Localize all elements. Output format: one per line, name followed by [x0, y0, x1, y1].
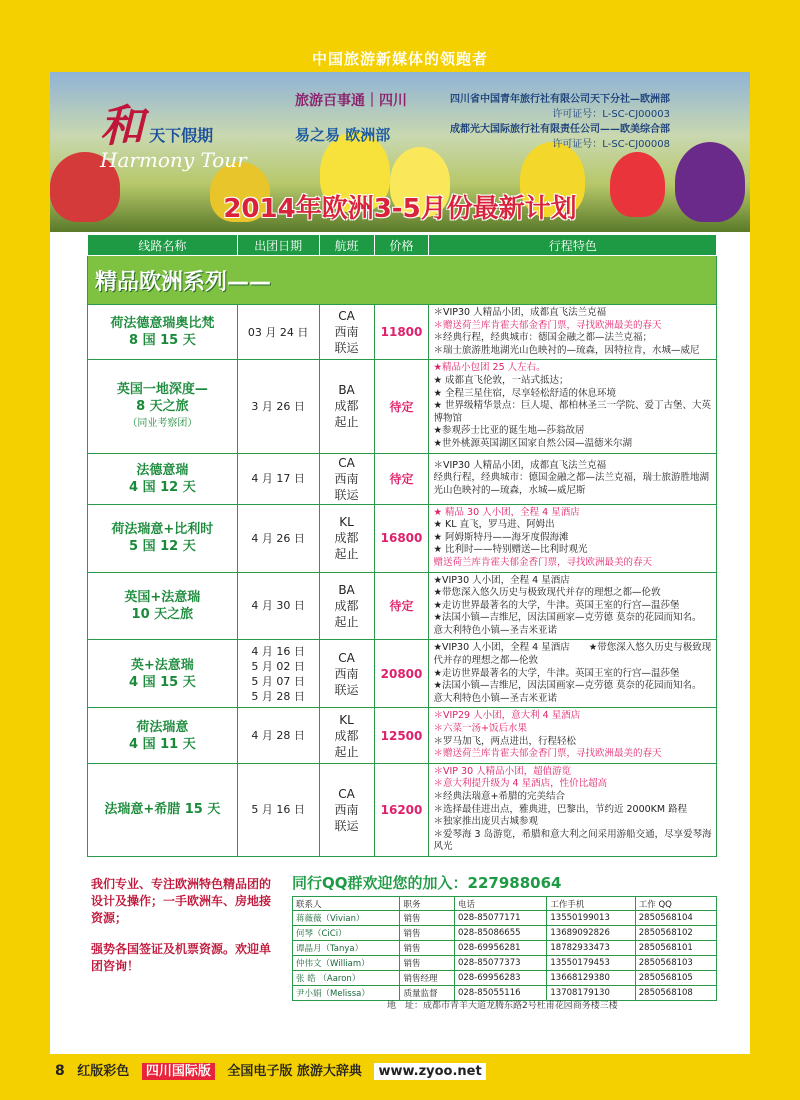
contact-cell: 何琴（CiCi）	[293, 926, 400, 941]
tour-date: 5 月 07 日	[251, 674, 305, 688]
flight-cell	[319, 504, 374, 572]
feature-line: ★ 比利时——特别赠送—比利时观光	[433, 544, 588, 556]
feature-line: ★精品小包团 25 人左右。	[433, 362, 546, 374]
contact-cell: 2850568103	[635, 956, 716, 971]
date-cell	[237, 572, 319, 640]
route-duration: 5 国 12 天	[129, 539, 196, 555]
flight-cell	[319, 360, 374, 453]
route-name: 英+法意瑞	[130, 657, 194, 673]
route-cell	[88, 572, 238, 640]
contact-cell: 028-85055116	[454, 986, 546, 1001]
contact-col-header: 电话	[454, 897, 546, 911]
contact-cell: 13708179130	[547, 986, 635, 1001]
feature-line: ★参观莎士比亚的诞生地—莎翁故居	[433, 425, 585, 437]
col-date: 出团日期	[237, 235, 319, 256]
contact-table	[292, 896, 717, 1001]
feature-line: ★ 成都直飞伦敦，一站式抵达；	[433, 374, 569, 386]
features-cell	[429, 640, 717, 708]
contact-cell: 质量监督	[400, 986, 455, 1001]
route-duration: 4 国 11 天	[129, 736, 196, 752]
company-2-name: 成都光大国际旅行社有限责任公司——欧美综合部	[450, 124, 670, 135]
tour-date: 4 月 28 日	[251, 729, 305, 743]
flight-line2: 西南	[334, 325, 359, 340]
col-price: 价格	[374, 235, 429, 256]
feature-line: ＊爱琴海 3 岛游览，希腊和意大利之间采用游船交通，尽享爱琴海风光	[433, 828, 712, 853]
contact-cell: 028-69956281	[454, 941, 546, 956]
route-cell	[88, 640, 238, 708]
series-row	[88, 256, 717, 305]
features-cell	[429, 453, 717, 504]
feature-line: ＊VIP29 人小团，意大利 4 星酒店	[433, 710, 581, 722]
feature-line: ＊独家推出庞贝古城参观	[433, 816, 538, 828]
company-2	[450, 120, 670, 150]
feature-line: ★法国小镇—吉维尼，因法国画家—克劳德 莫奈的花园而知名。	[433, 680, 702, 692]
contact-row	[293, 956, 717, 971]
route-cell	[88, 360, 238, 453]
qq-group: 同行QQ群欢迎您的加入：227988064	[292, 874, 562, 892]
features-cell	[429, 504, 717, 572]
footer-intro	[91, 876, 281, 975]
price-cell: 待定	[374, 360, 429, 453]
flight-code: CA	[338, 650, 355, 665]
tour-date: 5 月 28 日	[251, 689, 305, 703]
date-cell	[237, 504, 319, 572]
price-cell: 12500	[374, 708, 429, 763]
route-cell	[88, 453, 238, 504]
contact-cell: 仲伟文（William）	[293, 956, 400, 971]
footer-area	[87, 870, 717, 1050]
feature-line: ★ 精品 30 人小团，全程 4 星酒店	[433, 506, 580, 518]
route-name: 荷法德意瑞奥比梵	[110, 316, 215, 332]
features-cell	[429, 305, 717, 360]
flight-line3: 联运	[334, 682, 359, 697]
table-row	[88, 640, 717, 708]
feature-line: ＊罗马加飞，两点进出，行程轻松	[433, 735, 576, 747]
flight-line3: 起止	[334, 614, 359, 629]
bottom-t1: 红版彩色	[77, 1064, 130, 1079]
flight-line2: 成都	[334, 728, 359, 743]
flight-code: BA	[338, 383, 355, 398]
brand-baishitong: 旅游百事通｜四川	[295, 93, 407, 109]
route-name: 法德意瑞	[136, 462, 189, 478]
tour-date: 4 月 17 日	[251, 472, 305, 486]
flight-line3: 联运	[334, 341, 359, 356]
route-name: 荷法瑞意+比利时	[111, 522, 214, 538]
feature-line: ★VIP30 人小团，全程 4 星酒店	[433, 574, 570, 586]
flight-line3: 联运	[334, 487, 359, 502]
contact-col-header: 工作手机	[547, 897, 635, 911]
footer-intro-1: 我们专业、专注欧洲特色精品团的设计及操作；一手欧洲车、房地接资源；	[91, 877, 272, 925]
flight-line2: 西南	[334, 802, 359, 817]
features-cell	[429, 708, 717, 763]
contact-col-header: 工作 QQ	[635, 897, 716, 911]
feature-line: ★世外桃源英国湖区国家自然公园—温德米尔湖	[433, 437, 633, 449]
table-row	[88, 708, 717, 763]
flight-cell	[319, 572, 374, 640]
flight-line3: 起止	[334, 547, 359, 562]
top-band	[0, 0, 800, 70]
website-link[interactable]: www.zyoo.net	[374, 1063, 485, 1080]
features-cell	[429, 763, 717, 856]
flight-line3: 联运	[334, 818, 359, 833]
company-1	[450, 90, 670, 120]
flight-cell	[319, 640, 374, 708]
contact-cell: 谭晶月（Tanya）	[293, 941, 400, 956]
flight-cell	[319, 305, 374, 360]
contact-col-header: 联系人	[293, 897, 400, 911]
logo-english: Harmony Tour	[100, 148, 247, 172]
table-header	[88, 235, 717, 256]
price-cell: 16800	[374, 504, 429, 572]
route-cell	[88, 763, 238, 856]
bottom-bar	[55, 1060, 755, 1084]
contact-cell: 13550199013	[547, 911, 635, 926]
contact-col-header: 职务	[400, 897, 455, 911]
route-name: 英国一地深度—	[116, 381, 208, 397]
harmony-tour-logo	[100, 90, 247, 172]
feature-line: 经典行程，经典城市：德国金融之都—法兰克福，瑞士旅游胜地湖光山色映衬的—琉森，水城—威尼斯	[433, 472, 709, 496]
route-duration: 8 国 15 天	[129, 333, 196, 349]
route-duration: 4 国 12 天	[129, 479, 196, 495]
flight-cell	[319, 763, 374, 856]
flight-code: CA	[338, 786, 355, 801]
feature-line: ★ 世界级精华景点：巨人堤、都柏林圣三一学院、爱丁古堡、大英博物馆	[433, 400, 712, 424]
contact-cell: 2850568102	[635, 926, 716, 941]
date-cell	[237, 305, 319, 360]
contact-cell: 蒋薇薇（Vivian）	[293, 911, 400, 926]
page-sheet	[50, 72, 750, 1054]
feature-line: ＊VIP 30 人精品小团，超值游览	[433, 765, 572, 777]
route-note: （同业考察团）	[127, 417, 198, 429]
bottom-t2: 四川国际版	[142, 1063, 215, 1080]
page-number: 8	[55, 1063, 65, 1079]
feature-line: ＊经典行程，经典城市：德国金融之都—法兰克福；	[433, 332, 652, 344]
contact-cell: 13668129380	[547, 971, 635, 986]
feature-line: ＊赠送荷兰库肯霍夫郁金香门票，寻找欧洲最美的春天	[433, 319, 662, 331]
features-cell	[429, 360, 717, 453]
route-cell	[88, 708, 238, 763]
table-row	[88, 305, 717, 360]
headline: 2014年欧洲3-5月份最新计划	[223, 194, 577, 224]
feature-line: ＊意大利提升级为 4 星酒店，性价比超高	[433, 778, 608, 790]
brand-yizhiyi: 易之易 欧洲部	[295, 126, 391, 144]
route-cell	[88, 504, 238, 572]
route-cell	[88, 305, 238, 360]
feature-line: ★ KL 直飞，罗马进、阿姆出	[433, 519, 555, 531]
flight-code: KL	[339, 515, 354, 530]
feature-line: ＊经典法瑞意+希腊的完美结合	[433, 791, 565, 802]
flight-code: BA	[338, 582, 355, 597]
bottom-t3: 全国电子版 旅游大辞典	[227, 1064, 362, 1079]
flight-code: KL	[339, 712, 354, 727]
col-flight: 航班	[319, 235, 374, 256]
flight-line2: 成都	[334, 598, 359, 613]
contact-cell: 2850568101	[635, 941, 716, 956]
flight-cell	[319, 708, 374, 763]
tour-date: 4 月 16 日	[251, 644, 305, 658]
date-cell	[237, 763, 319, 856]
price-cell: 11800	[374, 305, 429, 360]
tour-date: 4 月 30 日	[251, 599, 305, 613]
col-features: 行程特色	[429, 235, 717, 256]
price-cell: 20800	[374, 640, 429, 708]
feature-line: ＊六菜一汤+饭后水果	[433, 723, 527, 735]
contact-cell: 13689092826	[547, 926, 635, 941]
flight-code: CA	[338, 455, 355, 470]
contact-cell: 13550179453	[547, 956, 635, 971]
tour-date: 4 月 26 日	[251, 531, 305, 545]
flight-line3: 起止	[334, 744, 359, 759]
contact-header-row	[293, 897, 717, 911]
table-row	[88, 763, 717, 856]
contact-cell: 18782933473	[547, 941, 635, 956]
col-route: 线路名称	[88, 235, 238, 256]
contact-cell: 2850568105	[635, 971, 716, 986]
contact-cell: 销售	[400, 911, 455, 926]
contact-row	[293, 926, 717, 941]
feature-line: ＊选择最佳进出点，雅典进，巴黎出，节约近 2000KM 路程	[433, 803, 688, 815]
table-row	[88, 360, 717, 453]
route-duration: 10 天之旅	[131, 606, 194, 622]
slogan: 中国旅游新媒体的领跑者	[311, 50, 488, 68]
date-cell	[237, 360, 319, 453]
tour-date: 5 月 16 日	[251, 803, 305, 817]
flight-line2: 西南	[334, 471, 359, 486]
route-name: 法瑞意+希腊 15 天	[104, 802, 221, 818]
flight-line2: 成都	[334, 399, 359, 414]
contact-cell: 销售经理	[400, 971, 455, 986]
contact-cell: 销售	[400, 926, 455, 941]
series-title: 精品欧洲系列——	[95, 269, 272, 295]
feature-line: 意大利特色小镇—圣吉米亚诺	[433, 692, 557, 704]
contact-row	[293, 911, 717, 926]
header-banner	[50, 72, 750, 232]
contact-cell: 028-85086655	[454, 926, 546, 941]
tour-date: 3 月 26 日	[251, 399, 305, 413]
contact-cell: 销售	[400, 956, 455, 971]
contact-cell: 028-85077373	[454, 956, 546, 971]
address: 地 址：成都市青羊大道龙腾东路2号杜甫花园商务楼三楼	[387, 1001, 618, 1011]
price-cell: 待定	[374, 453, 429, 504]
price-cell: 16200	[374, 763, 429, 856]
company-1-license: 许可证号：L-SC-CJ00003	[552, 109, 670, 120]
price-cell: 待定	[374, 572, 429, 640]
flight-line2: 西南	[334, 666, 359, 681]
feature-line: 意大利特色小镇—圣吉米亚诺	[433, 624, 557, 636]
feature-line: ＊赠送荷兰库肯霍夫郁金香门票，寻找欧洲最美的春天	[433, 748, 662, 760]
contact-cell: 028-85077171	[454, 911, 546, 926]
feature-line: ★走访世界最著名的大学，牛津。英国王室的行宫—温莎堡	[433, 667, 680, 679]
feature-line: ★法国小镇—吉维尼，因法国画家—克劳德 莫奈的花园而知名。	[433, 612, 702, 624]
table-row	[88, 572, 717, 640]
features-cell	[429, 572, 717, 640]
contact-cell: 028-69956283	[454, 971, 546, 986]
contact-cell: 张 皓 （Aaron）	[293, 971, 400, 986]
feature-line: ★走访世界最著名的大学，牛津。英国王室的行宫—温莎堡	[433, 599, 680, 611]
flight-line3: 起止	[334, 415, 359, 430]
flight-cell	[319, 453, 374, 504]
contact-row	[293, 941, 717, 956]
date-cell	[237, 453, 319, 504]
company-1-name: 四川省中国青年旅行社有限公司天下分社—欧洲部	[450, 94, 670, 105]
feature-line: ★ 全程三星住宿，尽享轻松舒适的休息环境	[433, 387, 617, 399]
feature-line: ＊VIP30 人精品小团，成都直飞法兰克福	[433, 307, 607, 318]
table-row	[88, 453, 717, 504]
flight-line2: 成都	[334, 531, 359, 546]
feature-line: ＊瑞士旅游胜地湖光山色映衬的—琉森，因特拉肯，水城—威尼	[433, 344, 700, 356]
route-duration: 8 天之旅	[136, 398, 189, 414]
route-name: 荷法瑞意	[136, 719, 189, 735]
tour-date: 03 月 24 日	[247, 325, 309, 339]
contact-cell: 2850568104	[635, 911, 716, 926]
flight-code: CA	[338, 309, 355, 324]
feature-line: ★VIP30 人小团，全程 4 星酒店 ★带您深入悠久历史与极致现代并存的理想之都—伦敦	[433, 642, 712, 667]
route-name: 英国+法意瑞	[124, 589, 201, 605]
date-cell	[237, 640, 319, 708]
feature-line: ＊VIP30 人精品小团，成都直飞法兰克福	[433, 459, 607, 471]
table-row	[88, 504, 717, 572]
tour-table	[87, 234, 717, 857]
feature-line: ★ 阿姆斯特丹——海牙度假海滩	[433, 531, 569, 543]
feature-line: ★带您深入悠久历史与极致现代并存的理想之都—伦敦	[433, 587, 661, 599]
contact-cell: 尹小娟（Melissa）	[293, 986, 400, 1001]
contact-cell: 销售	[400, 941, 455, 956]
feature-line: 赠送荷兰库肯霍夫郁金香门票，寻找欧洲最美的春天	[433, 556, 652, 568]
date-cell	[237, 708, 319, 763]
footer-intro-2: 强势各国签证及机票资源。欢迎单团咨询！	[91, 942, 272, 973]
logo-tianxia: 天下假期	[149, 126, 214, 145]
contact-row	[293, 971, 717, 986]
contact-cell: 2850568108	[635, 986, 716, 1001]
tour-date: 5 月 02 日	[251, 659, 305, 673]
company-2-license: 许可证号：L-SC-CJ00008	[552, 139, 670, 150]
logo-he: 和	[100, 101, 144, 152]
route-duration: 4 国 15 天	[129, 674, 196, 690]
